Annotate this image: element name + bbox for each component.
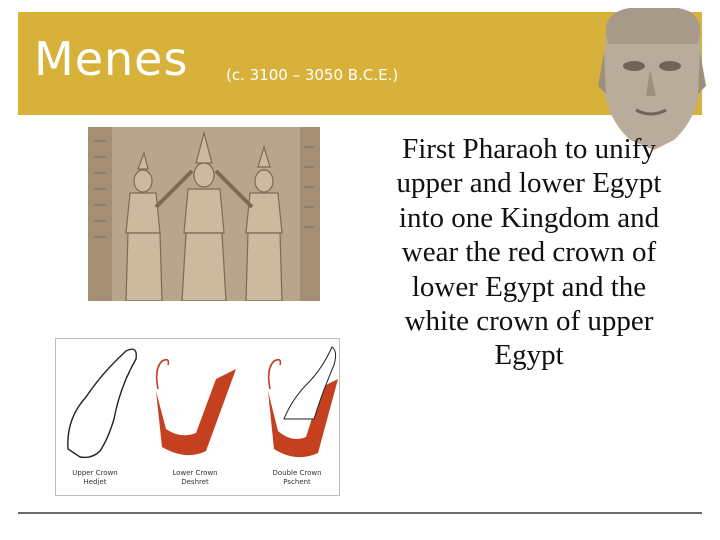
crown-caption-upper bbox=[60, 469, 130, 487]
double-crown-curl bbox=[269, 360, 281, 389]
white-crown-shape bbox=[68, 349, 136, 457]
crown-caption-upper-name: Upper Crown bbox=[72, 469, 118, 477]
crown-caption-lower bbox=[160, 469, 230, 487]
crown-caption-upper-sub: Hedjet bbox=[83, 478, 107, 486]
relief-carving-photo bbox=[88, 127, 320, 301]
crown-caption-double-sub: Pschent bbox=[283, 478, 311, 486]
slide-title: Menes bbox=[34, 32, 189, 86]
crown-caption-double-name: Double Crown bbox=[272, 469, 322, 477]
red-crown-shape bbox=[156, 369, 236, 455]
bottom-rule bbox=[18, 512, 702, 514]
red-crown-curl bbox=[157, 360, 169, 389]
crown-caption-lower-sub: Deshret bbox=[181, 478, 209, 486]
crowns-diagram bbox=[55, 338, 340, 496]
slide-date-range: (c. 3100 – 3050 B.C.E.) bbox=[226, 66, 399, 84]
crown-caption-lower-name: Lower Crown bbox=[172, 469, 218, 477]
crown-caption-double bbox=[262, 469, 332, 487]
slide-body-text: First Pharaoh to unify upper and lower Egypt into one Kingdom and wear the red crown of lower Egypt and the white crown of upper Egypt bbox=[396, 133, 662, 372]
